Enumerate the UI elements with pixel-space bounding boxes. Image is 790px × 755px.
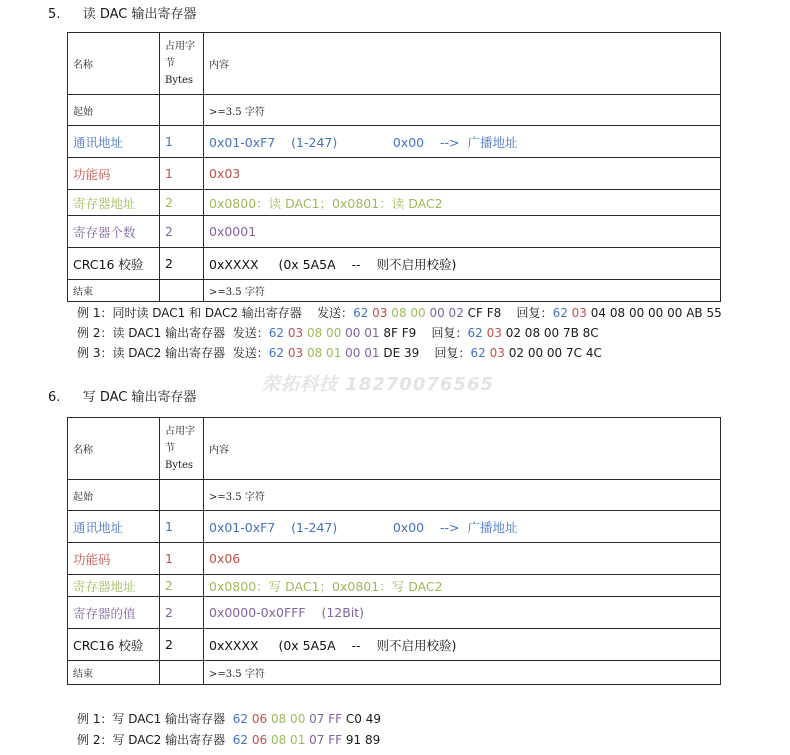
row-content: >=3.5 字符 bbox=[204, 661, 721, 685]
example-reply-func: 03 bbox=[486, 326, 502, 340]
example-crc: DE 39 bbox=[383, 346, 420, 360]
watermark: 荣拓科技 18270076565 bbox=[262, 374, 495, 395]
header-bytes-line1: 占用字 bbox=[165, 41, 195, 52]
example-reply-data: 02 00 00 7C 4C bbox=[508, 346, 602, 360]
section-6-heading bbox=[48, 386, 196, 405]
example-addr: 62 bbox=[268, 346, 285, 360]
row-bytes bbox=[160, 480, 204, 511]
row-bytes: 2 bbox=[160, 248, 204, 280]
example-addr: 62 bbox=[232, 733, 249, 747]
write-example-1 bbox=[77, 710, 381, 727]
table-row bbox=[68, 629, 721, 661]
row-content: 0x0000-0x0FFF (12Bit) bbox=[204, 597, 721, 629]
header-bytes-line2: 节 bbox=[165, 443, 175, 454]
example-count: 00 02 bbox=[429, 306, 464, 320]
row-bytes: 2 bbox=[160, 629, 204, 661]
read-dac-table bbox=[67, 32, 721, 302]
example-prefix: 例 1：写 DAC1 输出寄存器 bbox=[77, 712, 233, 726]
row-content: >=3.5 字符 bbox=[204, 280, 721, 302]
section-5-number: 5. bbox=[48, 7, 61, 22]
row-content: 0x01-0xF7 (1-247) 0x00 --> 广播地址 bbox=[204, 511, 721, 543]
header-bytes bbox=[160, 418, 204, 480]
read-example-2 bbox=[77, 324, 599, 341]
header-content: 内容 bbox=[204, 418, 721, 480]
example-reg: 08 00 bbox=[270, 712, 306, 726]
example-addr: 62 bbox=[232, 712, 249, 726]
header-name: 名称 bbox=[68, 33, 160, 95]
write-example-2 bbox=[77, 731, 380, 748]
example-value: 07 FF bbox=[309, 712, 343, 726]
row-content: 0x0001 bbox=[204, 216, 721, 248]
table-row bbox=[68, 511, 721, 543]
row-name: 寄存器个数 bbox=[68, 216, 160, 248]
example-reg: 08 00 bbox=[391, 306, 426, 320]
table-header-row bbox=[68, 418, 721, 480]
table-row bbox=[68, 661, 721, 685]
example-reg: 08 01 bbox=[306, 346, 342, 360]
header-content: 内容 bbox=[204, 33, 721, 95]
header-bytes bbox=[160, 33, 204, 95]
example-addr: 62 bbox=[268, 326, 285, 340]
row-name: 寄存器地址 bbox=[68, 575, 160, 597]
section-5-heading bbox=[48, 3, 196, 22]
header-bytes-line2: 节 bbox=[165, 58, 175, 69]
row-content: 0x0800：读 DAC1；0x0801：读 DAC2 bbox=[204, 190, 721, 216]
example-reply-addr: 62 bbox=[467, 326, 483, 340]
row-bytes: 2 bbox=[160, 216, 204, 248]
row-content: >=3.5 字符 bbox=[204, 480, 721, 511]
row-name: 起始 bbox=[68, 95, 160, 126]
row-name: 通讯地址 bbox=[68, 511, 160, 543]
header-name: 名称 bbox=[68, 418, 160, 480]
header-bytes-line3: Bytes bbox=[165, 460, 194, 471]
read-example-1 bbox=[77, 304, 722, 321]
row-name: 功能码 bbox=[68, 543, 160, 575]
header-bytes-line1: 占用字 bbox=[165, 426, 195, 437]
table-row bbox=[68, 480, 721, 511]
table-row bbox=[68, 158, 721, 190]
row-content: 0x0800：写 DAC1；0x0801：写 DAC2 bbox=[204, 575, 721, 597]
example-crc: 91 89 bbox=[345, 733, 381, 747]
example-func: 03 bbox=[372, 306, 388, 320]
example-prefix: 例 2：写 DAC2 输出寄存器 bbox=[77, 733, 233, 747]
section-6-number: 6. bbox=[48, 390, 61, 405]
row-bytes bbox=[160, 280, 204, 302]
example-func: 06 bbox=[251, 733, 268, 747]
row-name: 寄存器地址 bbox=[68, 190, 160, 216]
row-name: 结束 bbox=[68, 280, 160, 302]
table-row bbox=[68, 543, 721, 575]
row-bytes: 2 bbox=[160, 190, 204, 216]
example-prefix: 例 2：读 DAC1 输出寄存器 发送： bbox=[77, 326, 269, 340]
table-row bbox=[68, 95, 721, 126]
row-content: 0xXXXX (0x 5A5A -- 则不启用校验) bbox=[204, 629, 721, 661]
row-name: 通讯地址 bbox=[68, 126, 160, 158]
example-reply-addr: 62 bbox=[552, 306, 568, 320]
row-name: 结束 bbox=[68, 661, 160, 685]
row-name: CRC16 校验 bbox=[68, 248, 160, 280]
section-5-title: 读 DAC 输出寄存器 bbox=[82, 7, 197, 22]
example-crc: CF F8 bbox=[467, 306, 502, 320]
table-row bbox=[68, 280, 721, 302]
header-bytes-line3: Bytes bbox=[165, 75, 194, 86]
example-prefix: 例 3：读 DAC2 输出寄存器 发送： bbox=[77, 346, 269, 360]
row-content: 0xXXXX (0x 5A5A -- 则不启用校验) bbox=[204, 248, 721, 280]
read-example-3 bbox=[77, 344, 602, 361]
row-name: CRC16 校验 bbox=[68, 629, 160, 661]
example-func: 06 bbox=[251, 712, 268, 726]
example-value: 07 FF bbox=[309, 733, 343, 747]
row-bytes: 2 bbox=[160, 597, 204, 629]
row-content: 0x03 bbox=[204, 158, 721, 190]
row-name: 起始 bbox=[68, 480, 160, 511]
row-bytes: 1 bbox=[160, 126, 204, 158]
row-bytes: 2 bbox=[160, 575, 204, 597]
example-reg: 08 01 bbox=[270, 733, 306, 747]
table-header-row bbox=[68, 33, 721, 95]
row-bytes: 1 bbox=[160, 158, 204, 190]
table-row bbox=[68, 248, 721, 280]
row-content: >=3.5 字符 bbox=[204, 95, 721, 126]
example-func: 03 bbox=[287, 346, 304, 360]
example-reply-func: 03 bbox=[571, 306, 587, 320]
example-mid: 回复： bbox=[419, 346, 471, 360]
row-bytes bbox=[160, 661, 204, 685]
table-row bbox=[68, 216, 721, 248]
example-reg: 08 00 bbox=[306, 326, 342, 340]
example-reply-addr: 62 bbox=[470, 346, 486, 360]
row-bytes: 1 bbox=[160, 543, 204, 575]
row-bytes bbox=[160, 95, 204, 126]
example-reply-data: 04 08 00 00 00 AB 55 bbox=[590, 306, 722, 320]
row-name: 寄存器的值 bbox=[68, 597, 160, 629]
example-count: 00 01 bbox=[345, 346, 380, 360]
row-content: 0x06 bbox=[204, 543, 721, 575]
table-row bbox=[68, 597, 721, 629]
row-name: 功能码 bbox=[68, 158, 160, 190]
example-mid: 回复： bbox=[416, 326, 468, 340]
example-reply-func: 03 bbox=[489, 346, 505, 360]
example-func: 03 bbox=[287, 326, 304, 340]
row-bytes: 1 bbox=[160, 511, 204, 543]
row-content: 0x01-0xF7 (1-247) 0x00 --> 广播地址 bbox=[204, 126, 721, 158]
write-dac-table bbox=[67, 417, 721, 685]
example-crc: C0 49 bbox=[345, 712, 381, 726]
example-prefix: 例 1：同时读 DAC1 和 DAC2 输出寄存器 发送： bbox=[77, 306, 354, 320]
table-row bbox=[68, 126, 721, 158]
example-count: 00 01 bbox=[345, 326, 380, 340]
example-mid: 回复： bbox=[501, 306, 553, 320]
section-6-title: 写 DAC 输出寄存器 bbox=[82, 390, 197, 405]
example-reply-data: 02 08 00 7B 8C bbox=[505, 326, 599, 340]
example-crc: 8F F9 bbox=[383, 326, 417, 340]
table-row bbox=[68, 575, 721, 597]
example-addr: 62 bbox=[353, 306, 369, 320]
table-row bbox=[68, 190, 721, 216]
